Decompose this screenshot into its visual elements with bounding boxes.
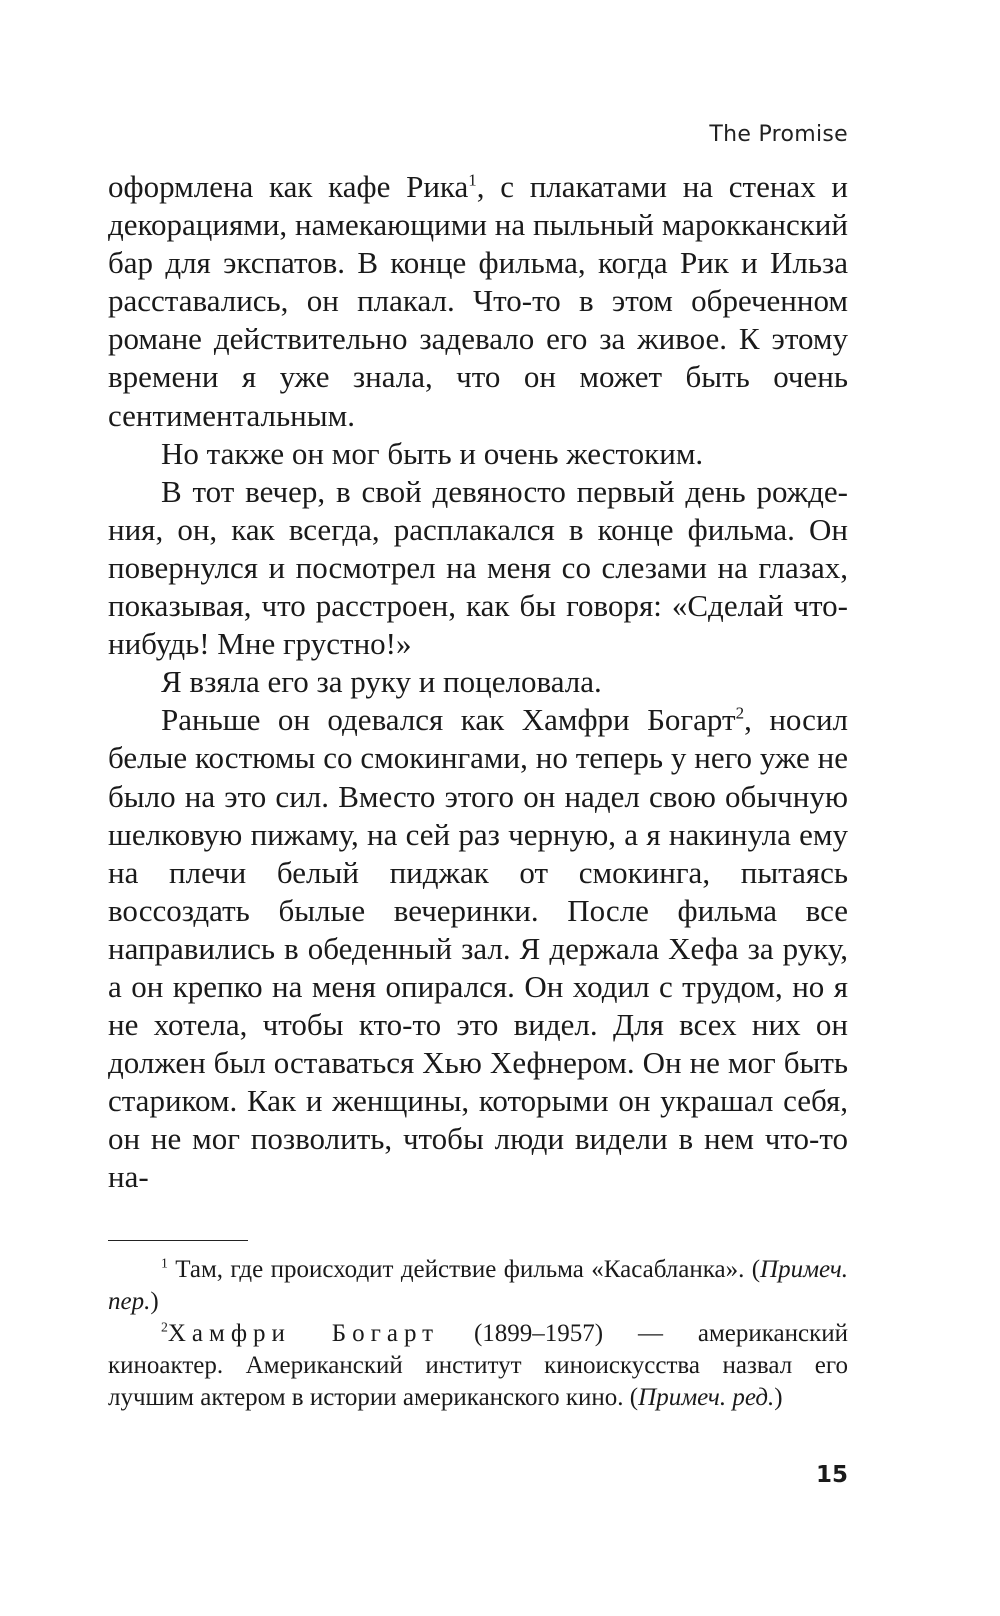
footnote-name: Хамфри Богарт — [167, 1320, 440, 1347]
footnote-number: 1 — [161, 1255, 168, 1271]
paragraph-text: , носил белые костюмы со смокингами, но теперь у него уже не было на это сил. Вместо этого он надел свою обычную шелковую пижаму, на сей раз черную, а я накинула ему на плечи белый пиджак от смокинга, пытаясь воссоздать былые вечеринки. После фильма все направились в обеденный зал. Я держала Хефа за руку, а он крепко на меня опирался. Он ходил с трудом, но я не хотела, чтобы кто-то это видел. Для всех них он должен был оставаться Хью Хефнером. Он не мог быть стариком. Как и женщины, которыми он украшал себя, он не мог позволить, чтобы люди видели в нем что-то на- — [108, 702, 848, 1195]
footnote-text: (1899–1957) — американский киноактер. Американский институт киноискусства назвал его лучшим актером в истории американского кино. ( — [108, 1320, 848, 1411]
footnote-note: Примеч. пер. — [108, 1256, 848, 1315]
paragraph-text: , с плакатами на стенах и декорациями, намекающими на пыльный марокканский бар для экспатов. В конце фильма, когда Рик и Ильза расставались, он плакал. Что-то в этом обреченном романе действительно задевало его за живое. К этому времени я уже знала, что он может быть очень сентиментальным. — [108, 169, 848, 433]
paragraph: В тот вечер, в свой девяносто первый день рождения, он, как всегда, расплакался в конце фильма. Он повернулся и посмотрел на меня со слезами на глазах, показывая, что расстроен, как бы говоря: «Сделай что-нибудь! Мне грустно!» — [108, 473, 848, 662]
footnote — [108, 1254, 848, 1318]
footnote-number: 2 — [161, 1319, 168, 1335]
paragraph-text: оформлена как кафе Рика — [108, 169, 469, 204]
footnote-paren: ) — [774, 1384, 783, 1411]
running-head: The Promise — [709, 122, 848, 147]
main-text — [108, 168, 848, 1197]
paragraph — [108, 168, 848, 435]
paragraph: Я взяла его за руку и поцеловала. — [161, 664, 602, 700]
page-number: 15 — [815, 1462, 848, 1488]
paragraph-text: Раньше он одевался как Хамфри Богарт — [161, 702, 736, 738]
footnote-note: Примеч. ред. — [638, 1384, 775, 1411]
paragraph: Но также он мог быть и очень жестоким. — [161, 435, 704, 471]
footnote-divider — [108, 1240, 248, 1241]
footnote-paren: ) — [150, 1288, 159, 1315]
footnote-ref: 2 — [735, 703, 745, 723]
footnote-ref: 1 — [468, 170, 477, 190]
paragraph — [108, 701, 848, 1196]
footnotes — [108, 1254, 848, 1414]
footnote-text: Там, где происходит действие фильма «Касабланка». ( — [167, 1256, 761, 1283]
footnote — [108, 1318, 848, 1414]
